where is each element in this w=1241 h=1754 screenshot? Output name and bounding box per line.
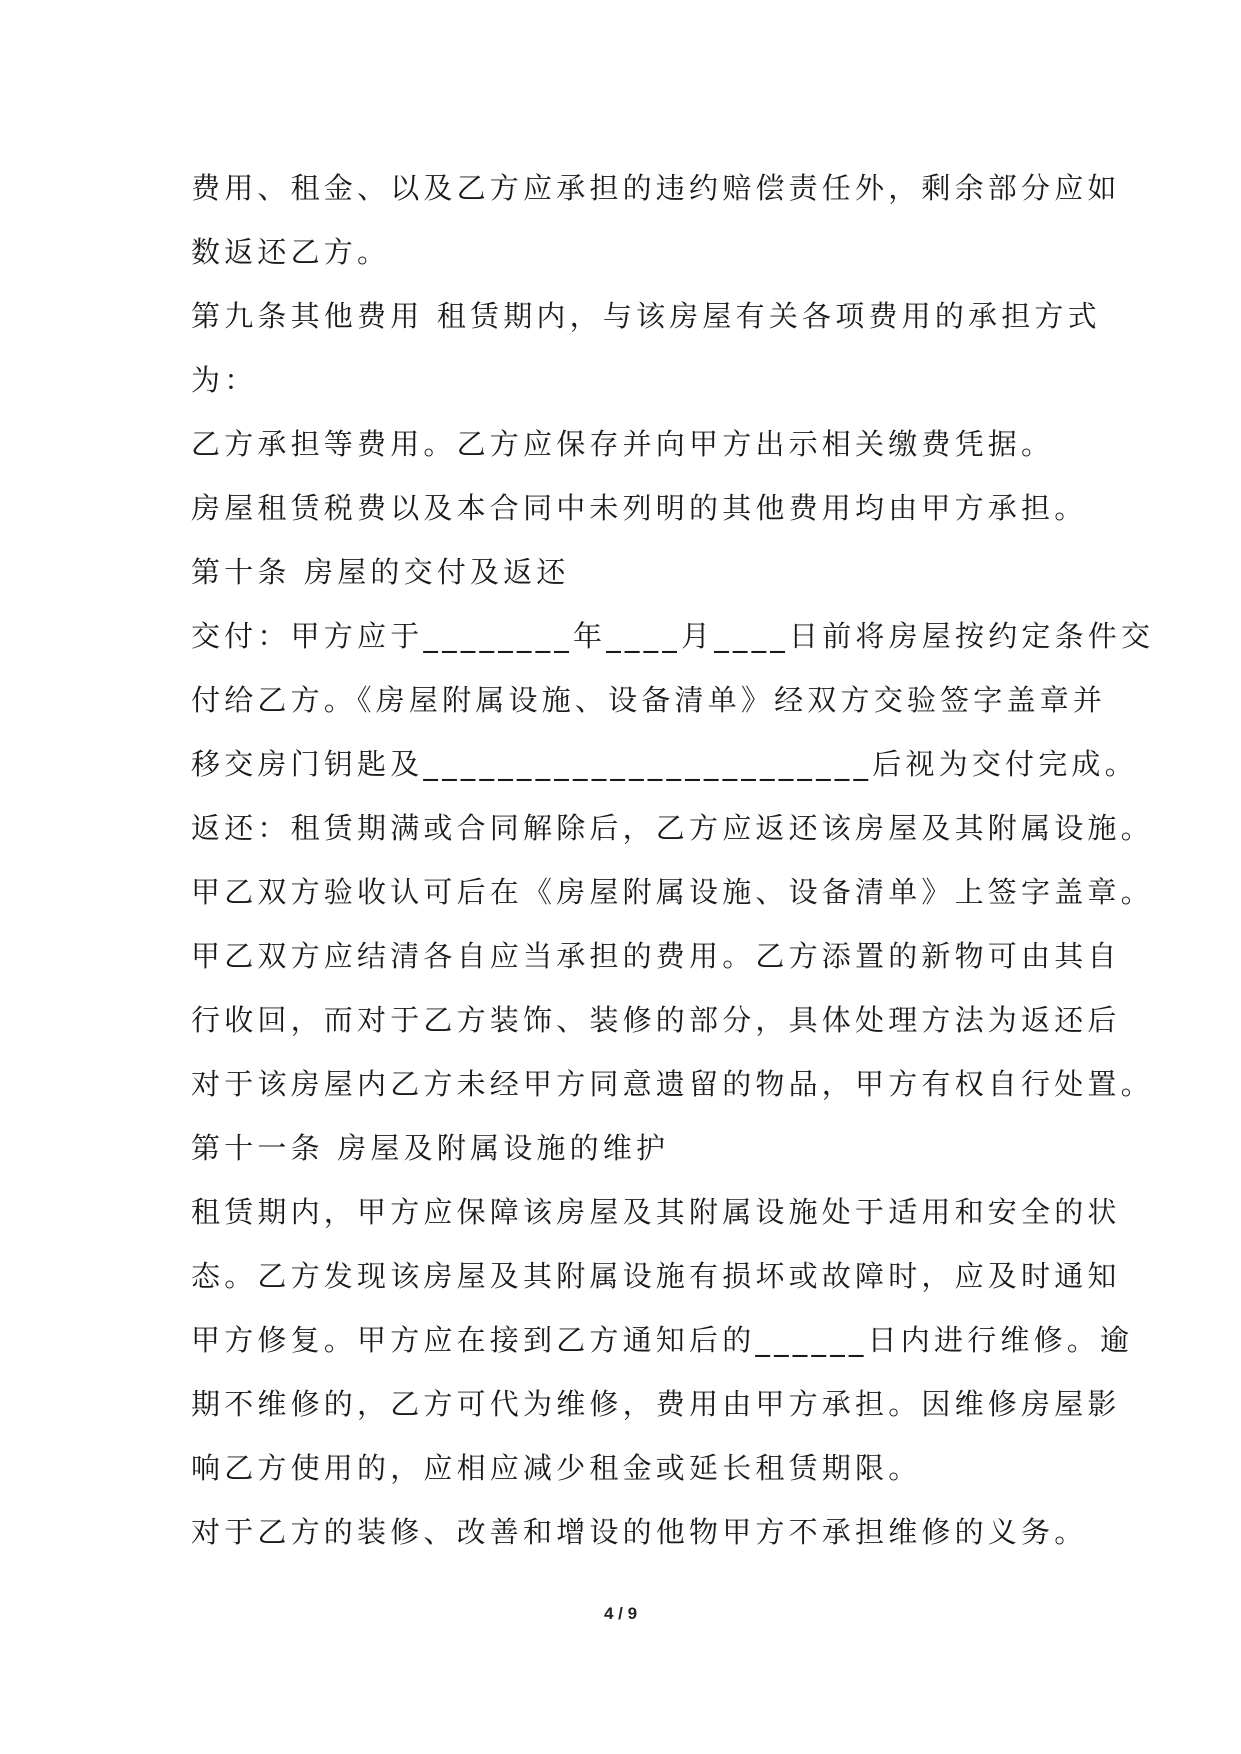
article-9-heading: 第九条其他费用 租赁期内，与该房屋有关各项费用的承担方式 <box>191 299 1101 333</box>
text-line: 乙方承担等费用。乙方应保存并向甲方出示相关缴费凭据。 <box>191 427 1055 461</box>
text-line: 费用、租金、以及乙方应承担的违约赔偿责任外，剩余部分应如 <box>191 171 1121 205</box>
contract-body <box>191 156 1155 1564</box>
text-line: 响乙方使用的，应相应减少租金或延长租赁期限。 <box>191 1451 922 1485</box>
delivery-clause: 交付：甲方应于________年____月____日前将房屋按约定条件交 <box>191 619 1155 653</box>
text-line: 对于该房屋内乙方未经甲方同意遗留的物品，甲方有权自行处置。 <box>191 1067 1154 1101</box>
article-11-heading: 第十一条 房屋及附属设施的维护 <box>191 1131 670 1165</box>
text-line: 甲乙双方验收认可后在《房屋附属设施、设备清单》上签字盖章。 <box>191 875 1154 909</box>
text-line: 期不维修的，乙方可代为维修，费用由甲方承担。因维修房屋影 <box>191 1387 1121 1421</box>
page-number: 4 / 9 <box>603 1604 638 1623</box>
return-clause: 返还：租赁期满或合同解除后，乙方应返还该房屋及其附属设施。 <box>191 811 1154 845</box>
text-line: 态。乙方发现该房屋及其附属设施有损坏或故障时，应及时通知 <box>191 1259 1121 1293</box>
text-line: 甲乙双方应结清各自应当承担的费用。乙方添置的新物可由其自 <box>191 939 1121 973</box>
text-line: 付给乙方。《房屋附属设施、设备清单》经双方交验签字盖章并 <box>191 683 1107 717</box>
text-line: 数返还乙方。 <box>191 235 391 269</box>
text-line: 对于乙方的装修、改善和增设的他物甲方不承担维修的义务。 <box>191 1515 1088 1549</box>
text-line: 甲方修复。甲方应在接到乙方通知后的______日内进行维修。逾 <box>191 1323 1134 1357</box>
text-line: 行收回，而对于乙方装饰、装修的部分，具体处理方法为返还后 <box>191 1003 1121 1037</box>
text-line: 为： <box>191 363 258 397</box>
article-10-heading: 第十条 房屋的交付及返还 <box>191 555 570 589</box>
text-line: 移交房门钥匙及________________________后视为交付完成。 <box>191 747 1138 781</box>
text-line: 房屋租赁税费以及本合同中未列明的其他费用均由甲方承担。 <box>191 491 1088 525</box>
text-line: 租赁期内，甲方应保障该房屋及其附属设施处于适用和安全的状 <box>191 1195 1121 1229</box>
